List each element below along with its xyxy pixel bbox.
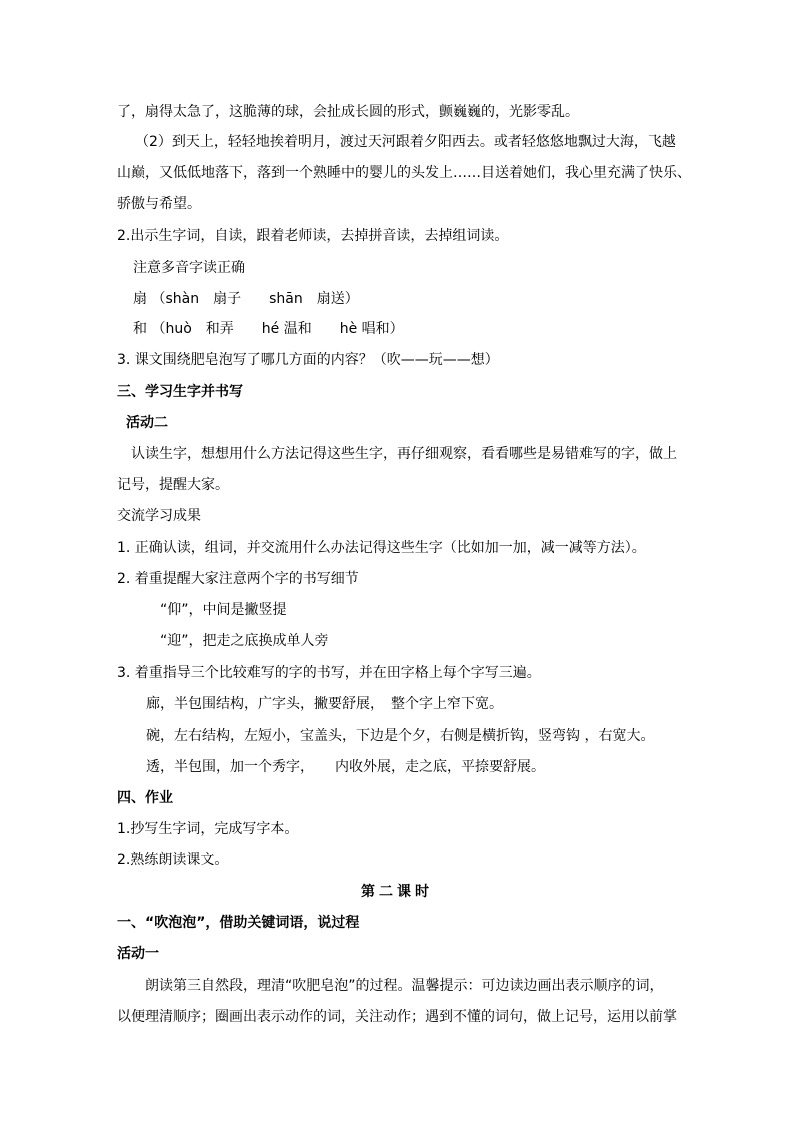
note-line: 注意多音字读正确 <box>133 260 245 276</box>
paragraph-line: 骄傲与希望。 <box>117 196 201 212</box>
paragraph-line: 交流学习成果 <box>117 508 201 524</box>
paragraph-line: 了，扇得太急了，这脆薄的球，会扯成长圆的形式，颤巍巍的，光影零乱。 <box>117 104 579 120</box>
paragraph-line: 认读生字，想想用什么方法记得这些生字，再仔细观察，看看哪些是易错难写的字，做上 <box>131 446 677 462</box>
pinyin-line: 和 （huò 和弄 hé 温和 hè 唱和） <box>133 321 404 337</box>
list-item: 2. 着重提醒大家注意两个字的书写细节 <box>117 571 359 587</box>
section-heading: 一、“吹泡泡”，借助关键词语，说过程 <box>117 915 360 931</box>
activity-heading: 活动二 <box>126 415 168 431</box>
list-item: 1. 正确认读，组词，并交流用什么办法记得这些生字（比如加一加，减一减等方法）。 <box>117 540 646 556</box>
section-heading: 四、作业 <box>117 790 173 806</box>
list-item: 2.熟练朗读课文。 <box>117 852 229 868</box>
list-item: 2.出示生字词，自读，跟着老师读，去掉拼音读，去掉组词读。 <box>117 228 509 244</box>
lesson-title: 第二课时 <box>361 884 433 900</box>
pinyin-line: 扇 （shàn 扇子 shān 扇送） <box>133 291 359 307</box>
paragraph-line: 记号，提醒大家。 <box>117 477 229 493</box>
paragraph-line: 以便理清顺序；圈画出表示动作的词，关注动作；遇到不懂的词句，做上记号，运用以前掌 <box>117 1009 677 1025</box>
detail-line: “仰”，中间是撇竖提 <box>160 602 287 618</box>
list-item: 3. 着重指导三个比较难写的字的书写，并在田字格上每个字写三遍。 <box>117 665 541 681</box>
detail-line: 碗，左右结构，左短小，宝盖头，下边是个夕，右侧是横折钩，竖弯钩 ，右宽大。 <box>146 728 655 744</box>
activity-heading: 活动一 <box>117 946 159 962</box>
detail-line: “迎”，把走之底换成单人旁 <box>160 633 329 649</box>
paragraph-line: 朗读第三自然段，理清“吹肥皂泡”的过程。温馨提示：可边读边画出表示顺序的词， <box>145 978 664 994</box>
list-item: 1.抄写生字词，完成写字本。 <box>117 821 299 837</box>
list-item: 3. 课文围绕肥皂泡写了哪几方面的内容？（吹——玩——想） <box>117 352 499 368</box>
paragraph-line: 山巅，又低低地落下，落到一个熟睡中的婴儿的头发上……目送着她们，我心里充满了快乐、 <box>117 165 691 181</box>
detail-line: 廊，半包围结构，广字头，撇要舒展， 整个字上窄下宽。 <box>146 696 503 712</box>
section-heading: 三、学习生字并书写 <box>117 384 243 400</box>
detail-line: 透，半包围，加一个秀字， 内收外展，走之底，平捺要舒展。 <box>146 759 545 775</box>
paragraph-line: （2）到天上，轻轻地挨着明月，渡过天河跟着夕阳西去。或者轻悠悠地飘过大海，飞越 <box>135 134 676 150</box>
